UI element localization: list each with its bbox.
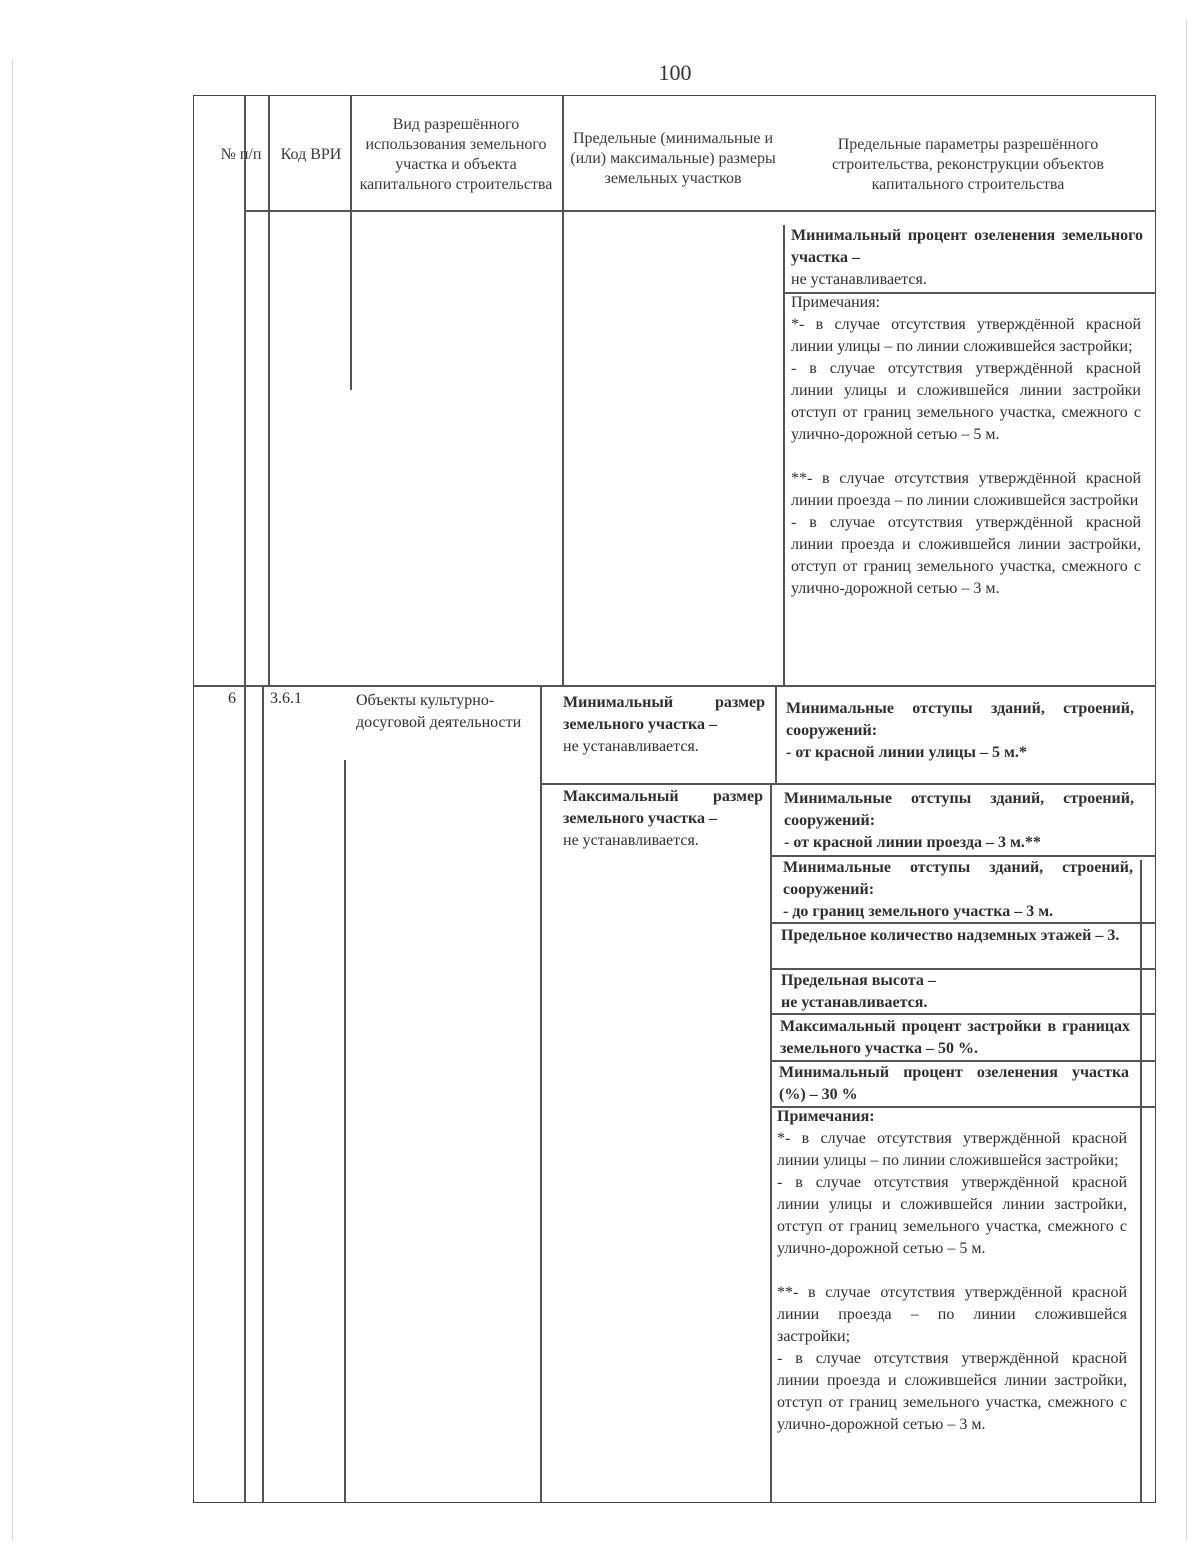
col-divider-5b (775, 685, 777, 785)
row6-p7-head: Минимальный процент озеленения участка (%) – 30 % (779, 1064, 1129, 1103)
scan-edge-right (1186, 20, 1187, 1540)
col-divider-3 (350, 95, 352, 390)
col-divider-4 (562, 95, 564, 685)
col-divider-2b (262, 685, 264, 1503)
row6-param-5 (781, 970, 1131, 1014)
row6-num: 6 (228, 690, 236, 707)
row6-notes-head: Примечания: (777, 1108, 875, 1125)
cont-green-cell (791, 225, 1143, 291)
row6-note-2: - в случае отсутствия утверждённой красной линии улицы и сложившейся линии застройки, отступ от границ земельного участка, смежного с улично-дорожной сетью – 5 м. (777, 1174, 1127, 1257)
row6-p4-head: Предельное количество надземных этажей – 3. (781, 927, 1120, 944)
col-divider-right-inner (1140, 860, 1142, 1503)
row6-param-3 (783, 857, 1133, 923)
header-type: Вид разрешённого использования земельного участка и объекта капитального строительства (359, 116, 553, 193)
row6-p2-value: - от красной линии проезда – 3 м.** (784, 834, 1041, 851)
header-num: № п/п (220, 146, 262, 163)
row6-note-1: *- в случае отсутствия утверждённой красной линии улицы – по линии сложившейся застройки; (777, 1130, 1127, 1169)
row6-param-4 (781, 925, 1131, 947)
cont-green-head: Минимальный процент озеленения земельного участка – (791, 227, 1143, 266)
row6-notes-cell (777, 1106, 1127, 1436)
row6-note-4: - в случае отсутствия утверждённой красной линии проезда и сложившейся линии застройки, отступ от границ земельного участка, смежного с улично-дорожной сетью – 3 м. (777, 1350, 1127, 1433)
row6-p3-head: Минимальные отступы зданий, строений, сооружений: (783, 859, 1133, 898)
col-divider-5c (770, 785, 772, 1503)
row6-max-size-cell (563, 786, 763, 852)
cont-note-3: **- в случае отсутствия утверждённой красной линии проезда – по линии сложившейся застройки (791, 470, 1141, 509)
header-code: Код ВРИ (280, 146, 342, 163)
row6-max-size-value: не устанавливается. (563, 832, 699, 849)
col-divider-3b (344, 760, 346, 1503)
row6-type: Объекты культурно-досуговой деятельности (356, 692, 522, 731)
row6-max-size-head: Максимальный размер земельного участка – (563, 788, 763, 827)
row6-param-6 (780, 1016, 1130, 1060)
page-number: 100 (658, 60, 692, 85)
cont-notes-cell (791, 292, 1141, 600)
row6-p1-head: Минимальные отступы зданий, строений, сооружений: (786, 700, 1134, 739)
cont-note-2: - в случае отсутствия утверждённой красной линии улицы и сложившейся линии застройки отступ от границ земельного участка, смежного с улично-дорожной сетью – 5 м. (791, 360, 1141, 443)
row6-top-line (193, 685, 1156, 687)
p1-bottom (775, 783, 1156, 785)
header-params: Предельные параметры разрешённого строительства, реконструкции объектов капитального строительства (832, 136, 1104, 193)
row6-param-2 (784, 788, 1134, 854)
row6-min-size-value: не устанавливается. (563, 738, 699, 755)
cont-note-1: *- в случае отсутствия утверждённой красной линии улицы – по линии сложившейся застройки; (791, 316, 1141, 355)
row6-code: 3.6.1 (270, 690, 302, 707)
col-divider-4b (540, 685, 542, 1503)
scan-edge-left (12, 60, 13, 1540)
row6-p5-value: не устанавливается. (781, 994, 928, 1011)
row6-min-size-head: Минимальный размер земельного участка – (563, 694, 765, 733)
col-divider-1 (244, 95, 246, 1503)
cont-note-4: - в случае отсутствия утверждённой красной линии проезда и сложившейся линии застройки, отступ от границ земельного участка, смежного с улично-дорожной сетью – 3 м. (791, 514, 1141, 597)
row6-param-1 (786, 698, 1134, 764)
row6-p5-head: Предельная высота – (781, 972, 936, 989)
cont-notes-head: Примечания: (791, 294, 881, 311)
row6-p3-value: - до границ земельного участка – 3 м. (783, 903, 1054, 920)
col-divider-5 (783, 225, 785, 685)
cont-green-value: не устанавливается. (791, 271, 927, 288)
row6-min-size-cell (563, 692, 765, 758)
col-divider-2 (268, 95, 270, 685)
header-sizes: Предельные (минимальные и (или) максимальные) размеры земельных участков (570, 130, 776, 187)
row6-p1-value: - от красной линии улицы – 5 м.* (786, 744, 1027, 761)
row6-p2-head: Минимальные отступы зданий, строений, сооружений: (784, 790, 1134, 829)
row6-param-7 (779, 1062, 1129, 1106)
row6-p6-head: Максимальный процент застройки в границах земельного участка – 50 %. (780, 1018, 1130, 1057)
row6-note-3: **- в случае отсутствия утверждённой красной линии проезда – по линии сложившейся застройки; (777, 1284, 1127, 1345)
